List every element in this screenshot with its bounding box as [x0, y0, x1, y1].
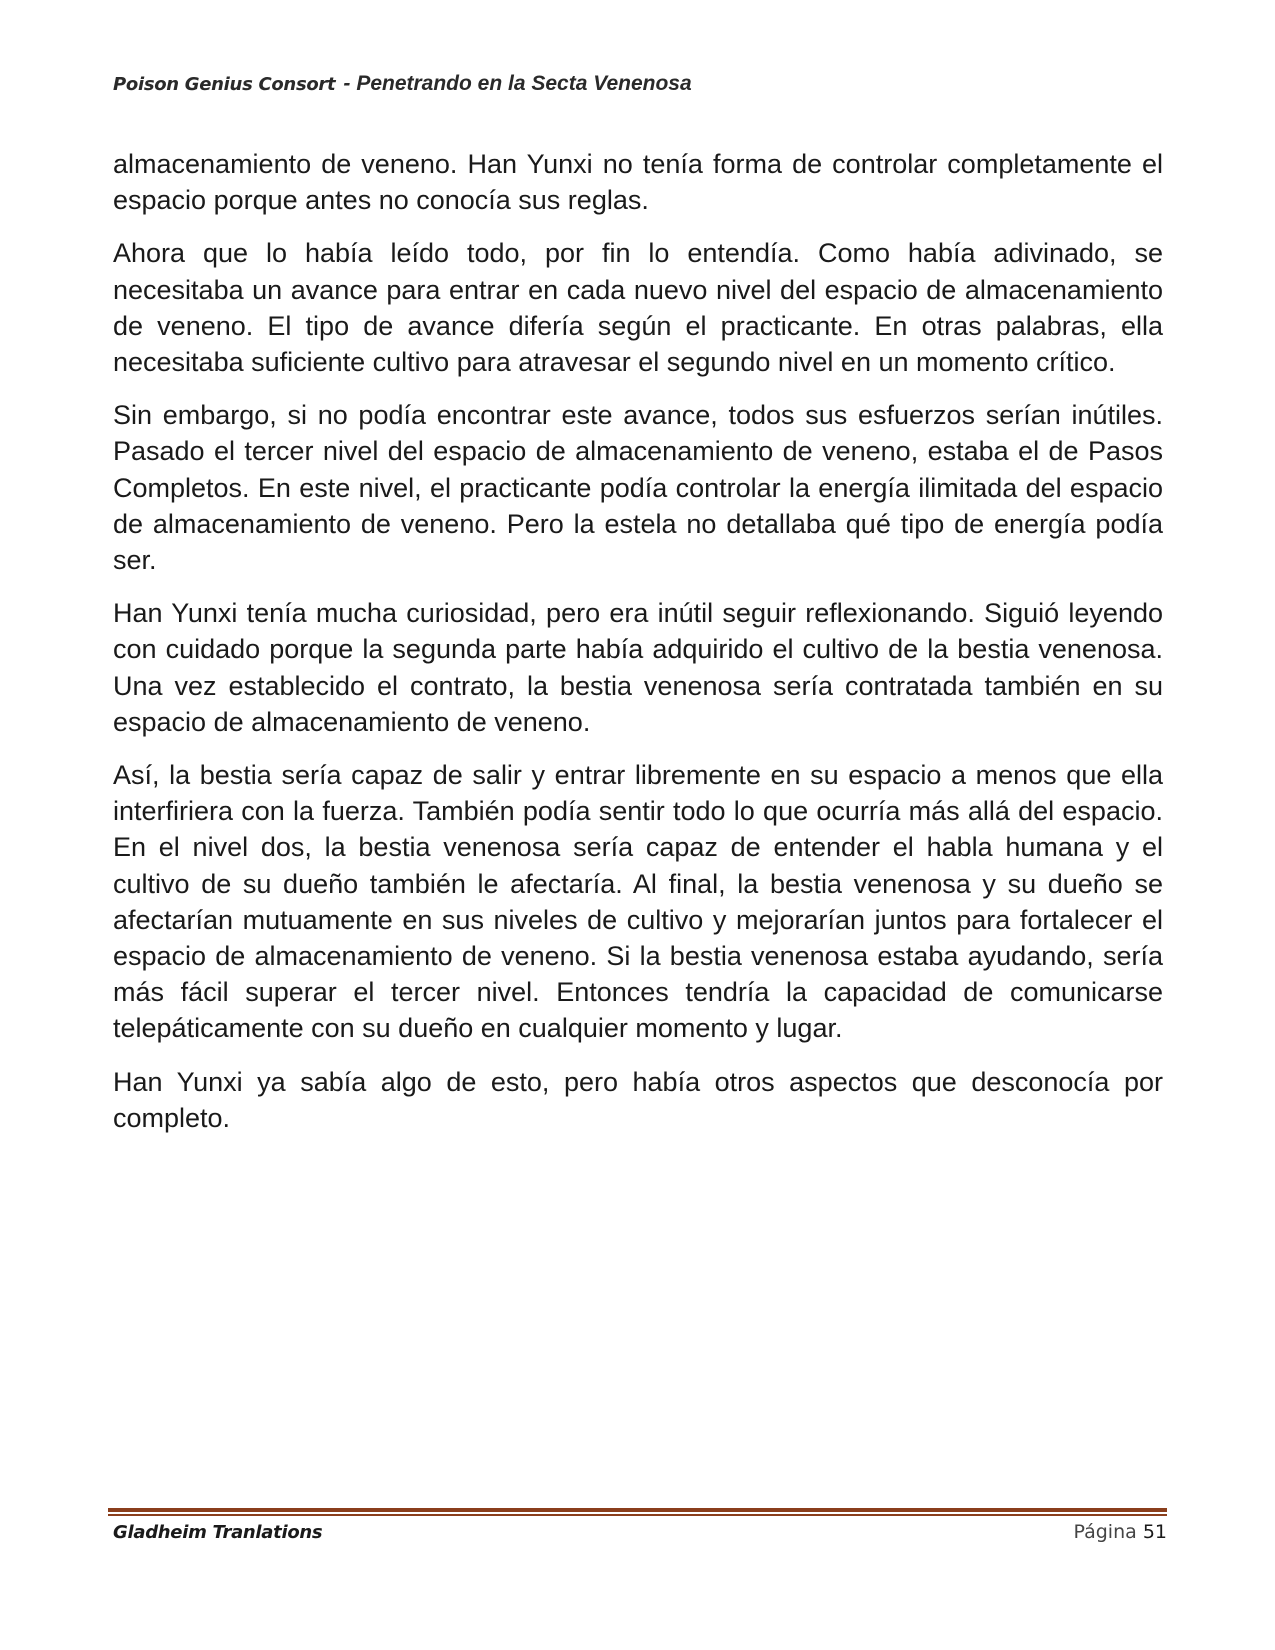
page-body: [113, 146, 1163, 1153]
page-number: 51: [1142, 1521, 1167, 1543]
publisher-name: Gladheim Tranlations: [113, 1522, 323, 1543]
book-title: Poison Genius Consort: [113, 74, 336, 95]
chapter-title: Penetrando en la Secta Venenosa: [356, 72, 692, 95]
paragraph-6: Han Yunxi ya sabía algo de esto, pero había otros aspectos que desconocía por completo.: [113, 1066, 1163, 1133]
footer-divider-thin: [108, 1514, 1167, 1516]
page-label: Página: [1073, 1521, 1137, 1543]
paragraph-5: Así, la bestia sería capaz de salir y entrar libremente en su espacio a menos que ella interfiriera con la fuerza. También podía sentir todo lo que ocurría más allá del espacio. En el nivel dos, la bestia venenosa sería capaz de entender el habla humana y el cultivo de su dueño también le afectaría. Al final, la bestia venenosa y su dueño se afectarían mutuamente en sus niveles de cultivo y mejorarían juntos para fortalecer el espacio de almacenamiento de veneno. Si la bestia venenosa estaba ayudando, sería más fácil superar el tercer nivel. Entonces tendría la capacidad de comunicarse telepáticamente con su dueño en cualquier momento y lugar.: [113, 760, 1163, 1044]
paragraph-3: Sin embargo, si no podía encontrar este avance, todos sus esfuerzos serían inútiles. Pasado el tercer nivel del espacio de almacenamiento de veneno, estaba el de Pasos Completos. En este nivel, el practicante podía controlar la energía ilimitada del espacio de almacenamiento de veneno. Pero la estela no detallaba qué tipo de energía podía ser.: [113, 400, 1163, 576]
paragraph-1: almacenamiento de veneno. Han Yunxi no tenía forma de controlar completamente el espacio porque antes no conocía sus reglas.: [113, 149, 1163, 216]
running-header: [113, 72, 692, 96]
paragraph-4: Han Yunxi tenía mucha curiosidad, pero era inútil seguir reflexionando. Siguió leyendo con cuidado porque la segunda parte había adquirido el cultivo de la bestia venenosa. Una vez establecido el contrato, la bestia venenosa sería contratada también en su espacio de almacenamiento de veneno.: [113, 598, 1163, 737]
page-number-block: [1073, 1521, 1167, 1543]
paragraph-2: Ahora que lo había leído todo, por fin lo entendía. Como había adivinado, se necesitaba un avance para entrar en cada nuevo nivel del espacio de almacenamiento de veneno. El tipo de avance difería según el practicante. En otras palabras, ella necesitaba suficiente cultivo para atravesar el segundo nivel en un momento crítico.: [113, 238, 1163, 378]
footer-divider: [108, 1508, 1167, 1516]
header-separator: -: [343, 72, 351, 95]
